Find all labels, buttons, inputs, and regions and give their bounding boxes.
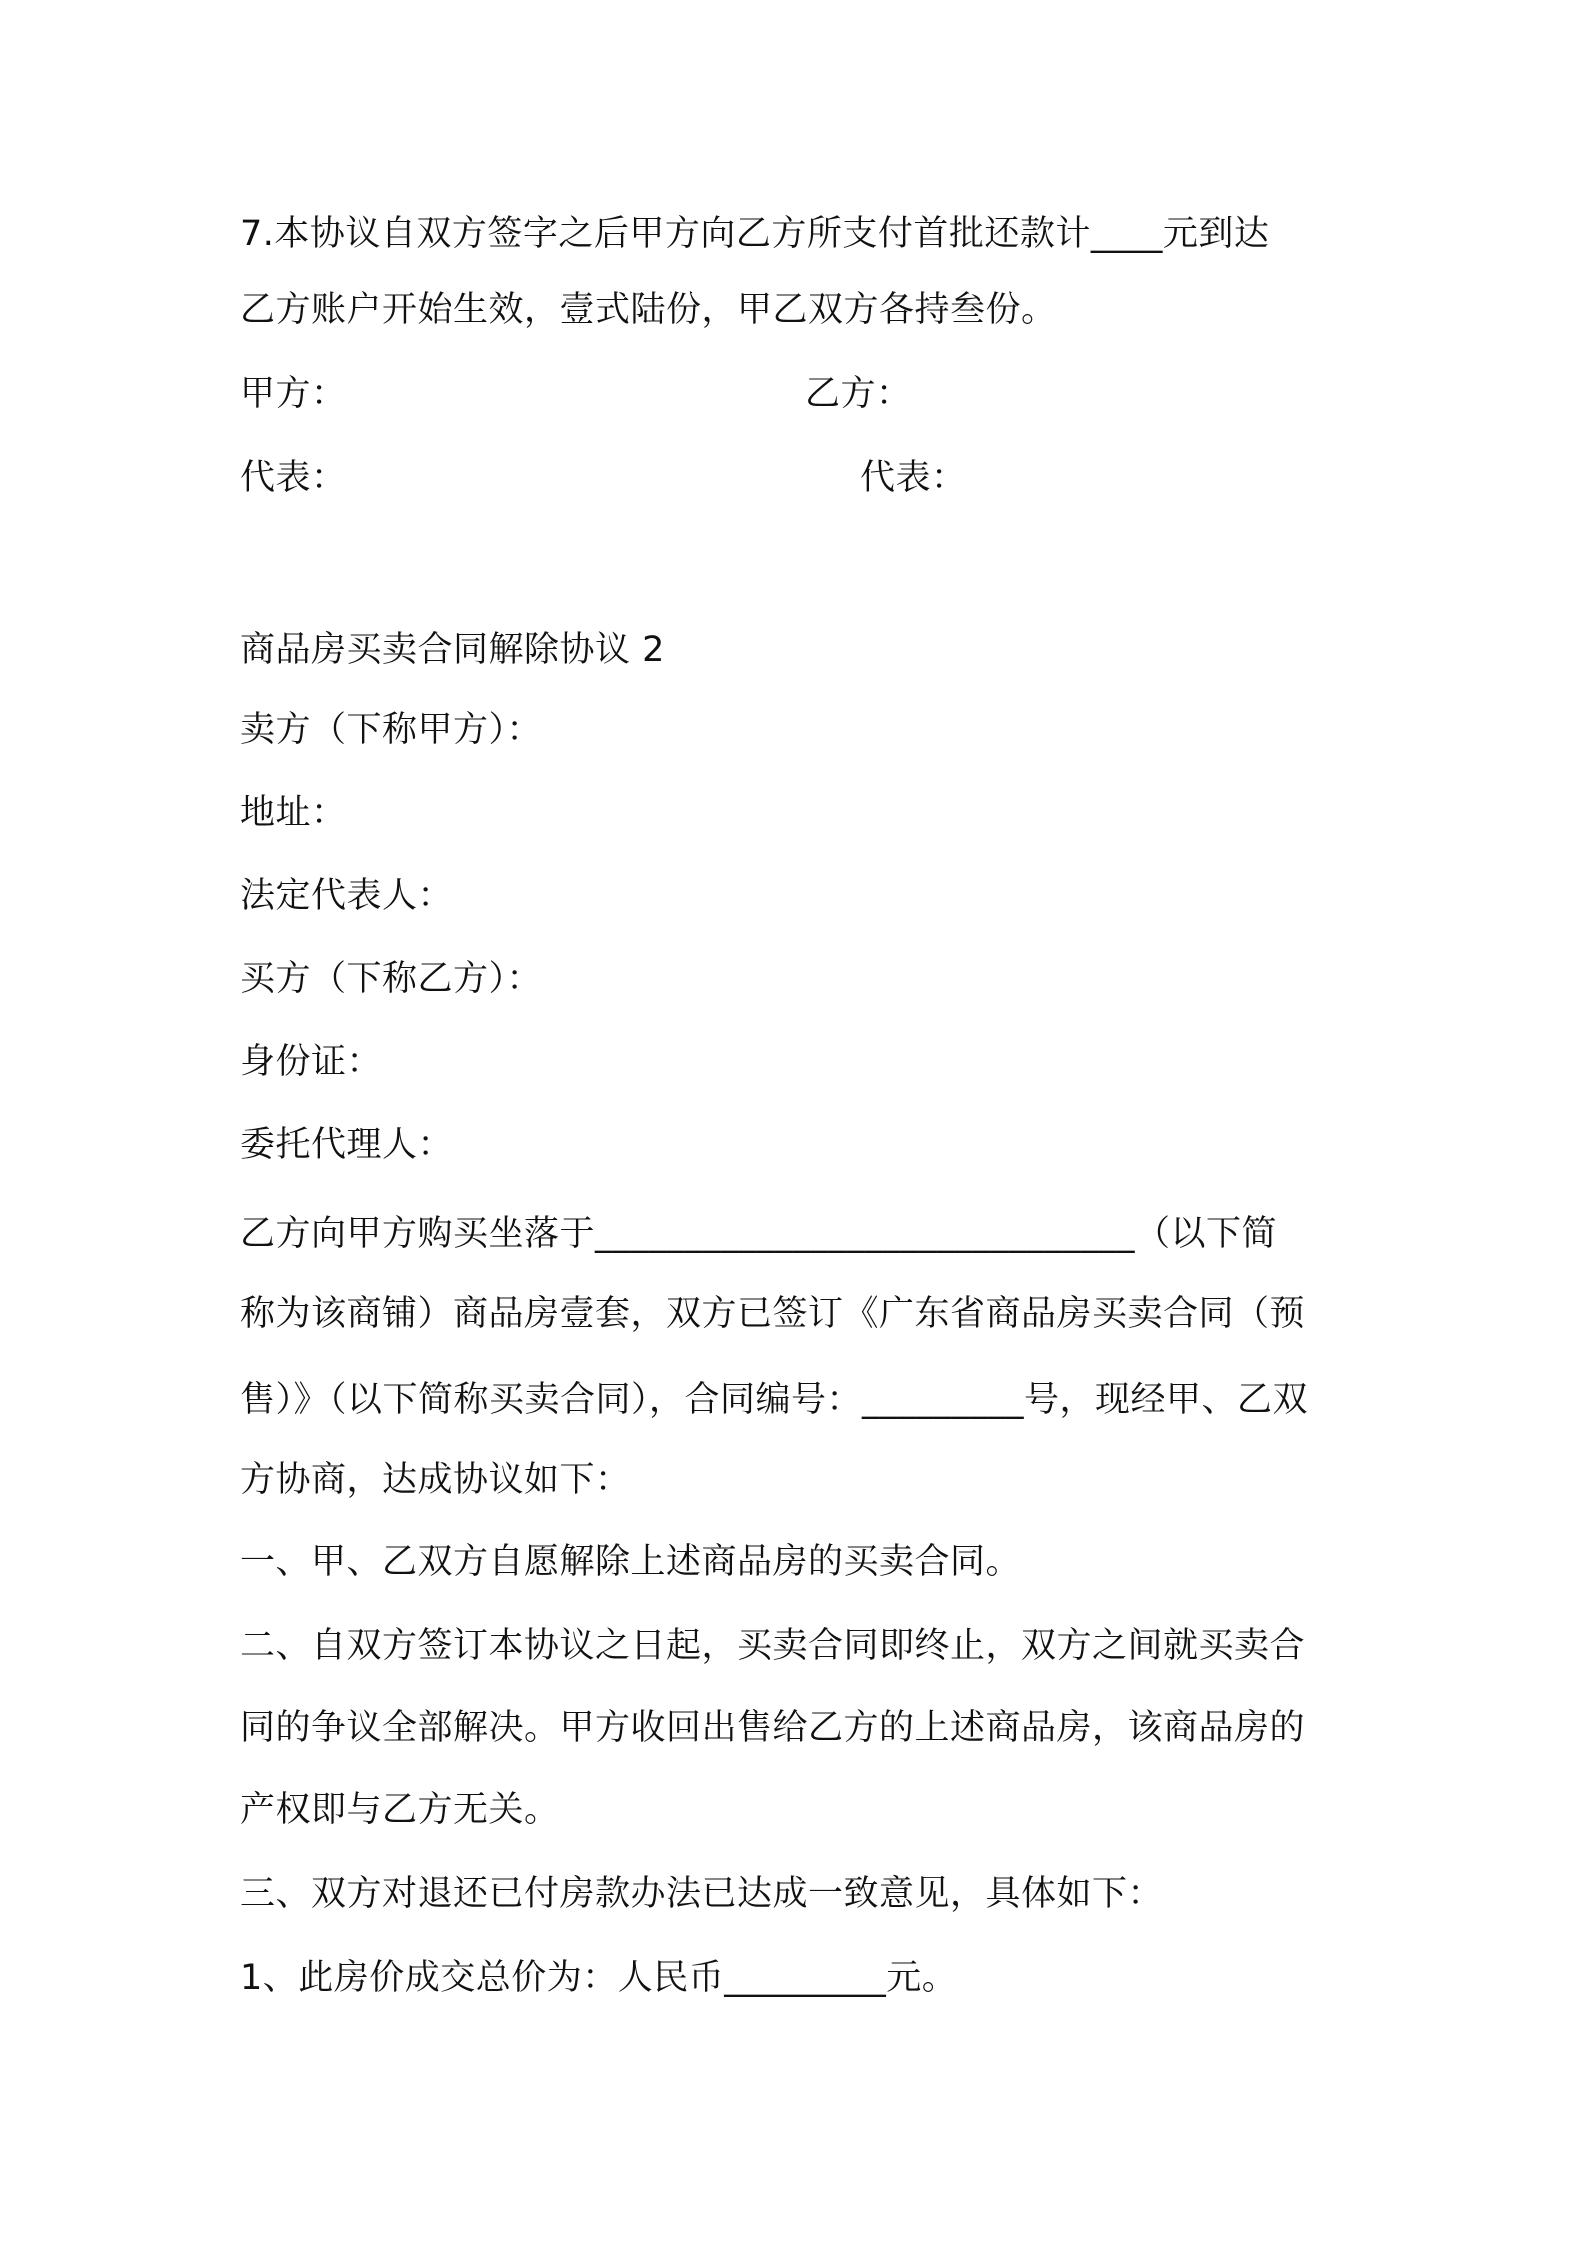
clause-7-line-1: 7.本协议自双方签字之后甲方向乙方所支付首批还款计____元到达	[240, 214, 1270, 254]
clause-2-line-3: 产权即与乙方无关。	[240, 1790, 560, 1830]
clause-7-line-2: 乙方账户开始生效，壹式陆份，甲乙双方各持叁份。	[240, 290, 1057, 330]
id-card-field: 身份证：	[240, 1042, 383, 1082]
agreement-2-title: 商品房买卖合同解除协议 2	[240, 630, 665, 670]
item-1-total-price: 1、此房价成交总价为：人民币_________元。	[240, 1958, 958, 1998]
agent-field: 委托代理人：	[240, 1125, 454, 1165]
party-b-representative-label: 代表：	[860, 458, 967, 498]
preamble-line-1: 乙方向甲方购买坐落于______________________________（以下简	[240, 1214, 1278, 1254]
preamble-line-4: 方协商，达成协议如下：	[240, 1460, 631, 1500]
buyer-field: 买方（下称乙方）：	[240, 959, 543, 999]
legal-representative-field: 法定代表人：	[240, 876, 454, 916]
clause-2-line-2: 同的争议全部解决。甲方收回出售给乙方的上述商品房，该商品房的	[240, 1708, 1306, 1748]
party-b-signature-label: 乙方：	[805, 374, 912, 414]
clause-2-line-1: 二、自双方签订本协议之日起，买卖合同即终止，双方之间就买卖合	[240, 1626, 1306, 1666]
address-field: 地址：	[240, 793, 347, 833]
party-a-representative-label: 代表：	[240, 458, 347, 498]
clause-1: 一、甲、乙双方自愿解除上述商品房的买卖合同。	[240, 1542, 1022, 1582]
preamble-line-3: 售）》（以下简称买卖合同），合同编号：_________号，现经甲、乙双	[240, 1380, 1309, 1420]
preamble-line-2: 称为该商铺）商品房壹套，双方已签订《广东省商品房买卖合同（预	[240, 1294, 1306, 1334]
clause-3: 三、双方对退还已付房款办法已达成一致意见，具体如下：	[240, 1874, 1164, 1914]
seller-field: 卖方（下称甲方）：	[240, 710, 543, 750]
party-a-signature-label: 甲方：	[240, 374, 347, 414]
